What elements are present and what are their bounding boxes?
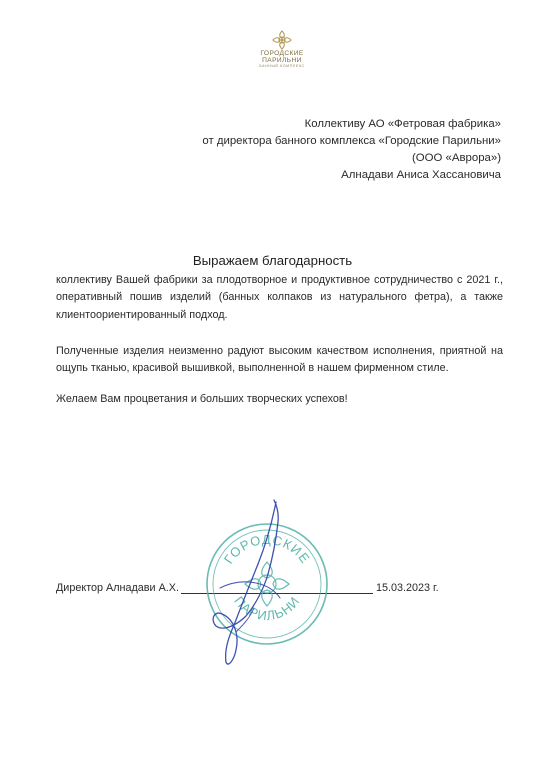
body-paragraph-1: коллективу Вашей фабрики за плодотворное и продуктивное сотрудничество с 2021 г., оперативный пошив изделий (банных колпаков из натурального фетра), а также клиентоориентированный подход. (56, 274, 503, 321)
addressee-line-1: Коллективу АО «Фетровая фабрика» (304, 118, 501, 130)
stamp-top-text: ГОРОДСКИЕ (220, 531, 314, 567)
company-logo (258, 30, 306, 69)
addressee-block (202, 116, 501, 184)
logo-text-line1: ГОРОДСКИЕ (260, 50, 304, 57)
addressee-line-2: от директора банного комплекса «Городские Парильни» (202, 135, 501, 147)
body-paragraph-2: Полученные изделия неизменно радуют высоким качеством исполнения, приятной на ощупь тканью, красивой вышивкой, выполненной в нашем фирменном стиле. (56, 345, 503, 375)
stamp-bottom-text: ПАРИЛЬНИ (231, 593, 303, 624)
letter-heading: Выражаем благодарность (192, 253, 353, 268)
signature-date: 15.03.2023 г. (376, 582, 439, 594)
handwritten-signature (180, 492, 310, 672)
logo-text-line2: ПАРИЛЬНИ (262, 57, 302, 64)
signatory-label: Директор Алнадави А.Х. (56, 582, 179, 594)
addressee-line-4: Алнадави Аниса Хассановича (341, 169, 501, 181)
body-paragraph-3: Желаем Вам процветания и больших творческих успехов! (56, 393, 348, 405)
flower-emblem-icon (272, 30, 292, 50)
addressee-line-3: (ООО «Аврора») (412, 152, 501, 164)
logo-text-line3: БАННЫЙ КОМПЛЕКС (259, 64, 305, 68)
